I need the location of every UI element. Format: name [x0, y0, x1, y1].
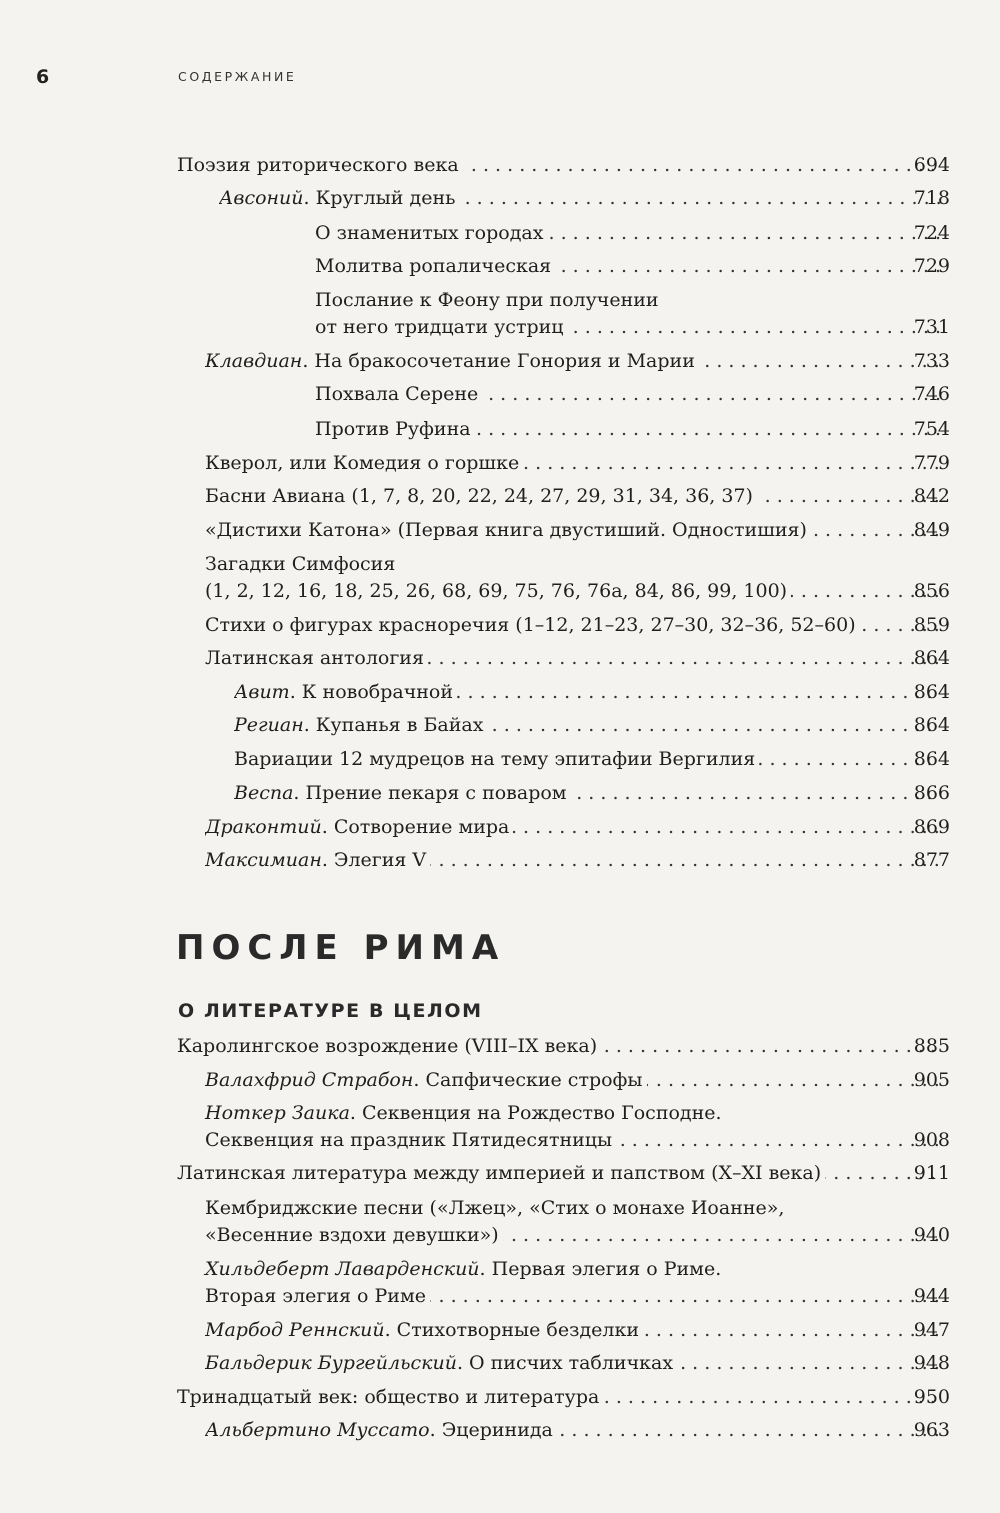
entry-title: Секвенция на праздник Пятидесятницы [205, 1129, 616, 1151]
toc-entry [0, 714, 1000, 744]
section-title: ПОСЛЕ РИМА [176, 928, 506, 968]
entry-title: «Дистихи Катона» (Первая книга двустиший. Одностишия) [205, 519, 811, 541]
entry-title: Стихи о фигурах красноречия (1–12, 21–23, 27–30, 32–36, 52–60) [205, 614, 860, 636]
entry-page: 849 [913, 519, 950, 541]
entry-author: Ноткер Заика [205, 1102, 350, 1124]
entry-title: Поэзия риторического века [177, 154, 463, 176]
entry-title: Басни Авиана (1, 7, 8, 20, 22, 24, 27, 29, 31, 34, 36, 37) [205, 485, 757, 507]
entry-page: 940 [913, 1224, 950, 1246]
entry-author: Клавдиан [205, 350, 303, 372]
toc-entry [0, 452, 1000, 482]
subsection-title: О ЛИТЕРАТУРЕ В ЦЕЛОМ [178, 1000, 483, 1022]
entry-page: 779 [913, 452, 950, 474]
toc-entry [0, 614, 1000, 644]
entry-page: 866 [913, 782, 950, 804]
entry-title: . На бракосочетание Гонория и Марии [302, 350, 695, 372]
entry-author: Региан [234, 714, 304, 736]
entry-title: от него тридцати устриц [315, 316, 568, 338]
entry-page: 911 [913, 1162, 950, 1184]
entry-page: 864 [913, 714, 950, 736]
entry-title-line [205, 1258, 721, 1280]
entry-title: . Круглый день [303, 187, 456, 209]
entry-page: 944 [913, 1285, 950, 1307]
entry-title: (1, 2, 12, 16, 18, 25, 26, 68, 69, 75, 76, 76a, 84, 86, 99, 100) [205, 580, 791, 602]
entry-author: Авсоний [219, 187, 304, 209]
entry-page: 724 [913, 222, 950, 244]
entry-page: 905 [913, 1069, 950, 1091]
entry-page: 754 [913, 418, 950, 440]
toc-entry [0, 1352, 1000, 1382]
toc-entry [0, 1035, 1000, 1065]
running-head: СОДЕРЖАНИЕ [178, 69, 297, 84]
entry-author: Марбод Реннский [205, 1319, 385, 1341]
entry-author: Валахфрид Страбон [205, 1069, 414, 1091]
entry-title: О знаменитых городах [315, 222, 547, 244]
entry-page: 950 [913, 1386, 950, 1408]
entry-title: Кверол, или Комедия о горшке [205, 452, 523, 474]
toc-entry [0, 1129, 1000, 1159]
toc-entry [0, 350, 1000, 380]
entry-title: . О писчих табличках [456, 1352, 674, 1374]
entry-title: Вторая элегия о Риме [205, 1285, 430, 1307]
entry-page: 859 [913, 614, 950, 636]
entry-title: . Первая элегия о Риме. [479, 1258, 722, 1280]
entry-title: . Сотворение мира [321, 816, 510, 838]
toc-entry [0, 316, 1000, 346]
entry-author: Драконтий [205, 816, 322, 838]
toc-entry [0, 255, 1000, 285]
toc-entry [0, 1285, 1000, 1315]
toc-entry [0, 681, 1000, 711]
entry-page: 746 [913, 383, 950, 405]
entry-page: 947 [913, 1319, 950, 1341]
entry-author: Хильдеберт Лаварденский [205, 1258, 480, 1280]
toc-entry [0, 154, 1000, 184]
entry-page: 948 [913, 1352, 950, 1374]
entry-title: . Секвенция на Рождество Господне. [349, 1102, 722, 1124]
entry-title-line: Послание к Феону при получении [315, 289, 659, 311]
entry-title: Похвала Серене [315, 383, 482, 405]
entry-author: Альбертино Муссато [205, 1419, 430, 1441]
entry-title: . Эцеринида [429, 1419, 553, 1441]
entry-title-line: Кембриджские песни («Лжец», «Стих о монахе Иоанне», [205, 1197, 785, 1219]
entry-title: . Купанья в Байах [303, 714, 484, 736]
entry-author: Веспа [234, 782, 294, 804]
entry-page: 731 [913, 316, 950, 338]
entry-page: 718 [913, 187, 950, 209]
entry-title: Каролингское возрождение (VIII–IX века) [177, 1035, 601, 1057]
entry-title: Тринадцатый век: общество и литература [177, 1386, 603, 1408]
entry-page: 963 [913, 1419, 950, 1441]
entry-page: 864 [913, 647, 950, 669]
entry-title: Латинская литература между империей и папством (X–XI века) [177, 1162, 825, 1184]
toc-entry [0, 418, 1000, 448]
entry-title: . Элегия V [321, 849, 427, 871]
toc-entry [0, 849, 1000, 879]
entry-title: . Сапфические строфы [413, 1069, 643, 1091]
entry-title: Вариации 12 мудрецов на тему эпитафии Вергилия [234, 748, 759, 770]
entry-title: . Прение пекаря с поваром [293, 782, 567, 804]
toc-entry [0, 782, 1000, 812]
entry-page: 908 [913, 1129, 950, 1151]
entry-author: Максимиан [205, 849, 322, 871]
entry-author: Бальдерик Бургейльский [205, 1352, 457, 1374]
toc-entry [0, 1319, 1000, 1349]
entry-page: 856 [913, 580, 950, 602]
entry-title: Против Руфина [315, 418, 475, 440]
toc-entry [0, 647, 1000, 677]
toc-entry [0, 383, 1000, 413]
page-number: 6 [36, 66, 50, 88]
entry-title-line [205, 1102, 722, 1124]
toc-entry [0, 1419, 1000, 1449]
entry-page: 733 [913, 350, 950, 372]
entry-title: . Стихотворные безделки [384, 1319, 640, 1341]
toc-entry [0, 222, 1000, 252]
entry-page: 842 [913, 485, 950, 507]
entry-author: Авит [234, 681, 290, 703]
toc-entry [0, 1386, 1000, 1416]
entry-page: 694 [913, 154, 950, 176]
entry-title: . К новобрачной [289, 681, 454, 703]
entry-title: Молитва ропалическая [315, 255, 555, 277]
entry-title-line: Загадки Симфосия [205, 553, 396, 575]
toc-entry [0, 1224, 1000, 1254]
toc-entry [0, 816, 1000, 846]
entry-title: Латинская антология [205, 647, 428, 669]
entry-page: 885 [913, 1035, 950, 1057]
toc-entry [0, 485, 1000, 515]
entry-page: 729 [913, 255, 950, 277]
toc-entry [0, 1069, 1000, 1099]
entry-title: «Весенние вздохи девушки») [205, 1224, 503, 1246]
entry-page: 877 [913, 849, 950, 871]
entry-page: 864 [913, 748, 950, 770]
toc-entry [0, 748, 1000, 778]
toc-entry [0, 519, 1000, 549]
entry-page: 864 [913, 681, 950, 703]
toc-entry [0, 187, 1000, 217]
toc-entry [0, 1162, 1000, 1192]
toc-entry [0, 580, 1000, 610]
entry-page: 869 [913, 816, 950, 838]
